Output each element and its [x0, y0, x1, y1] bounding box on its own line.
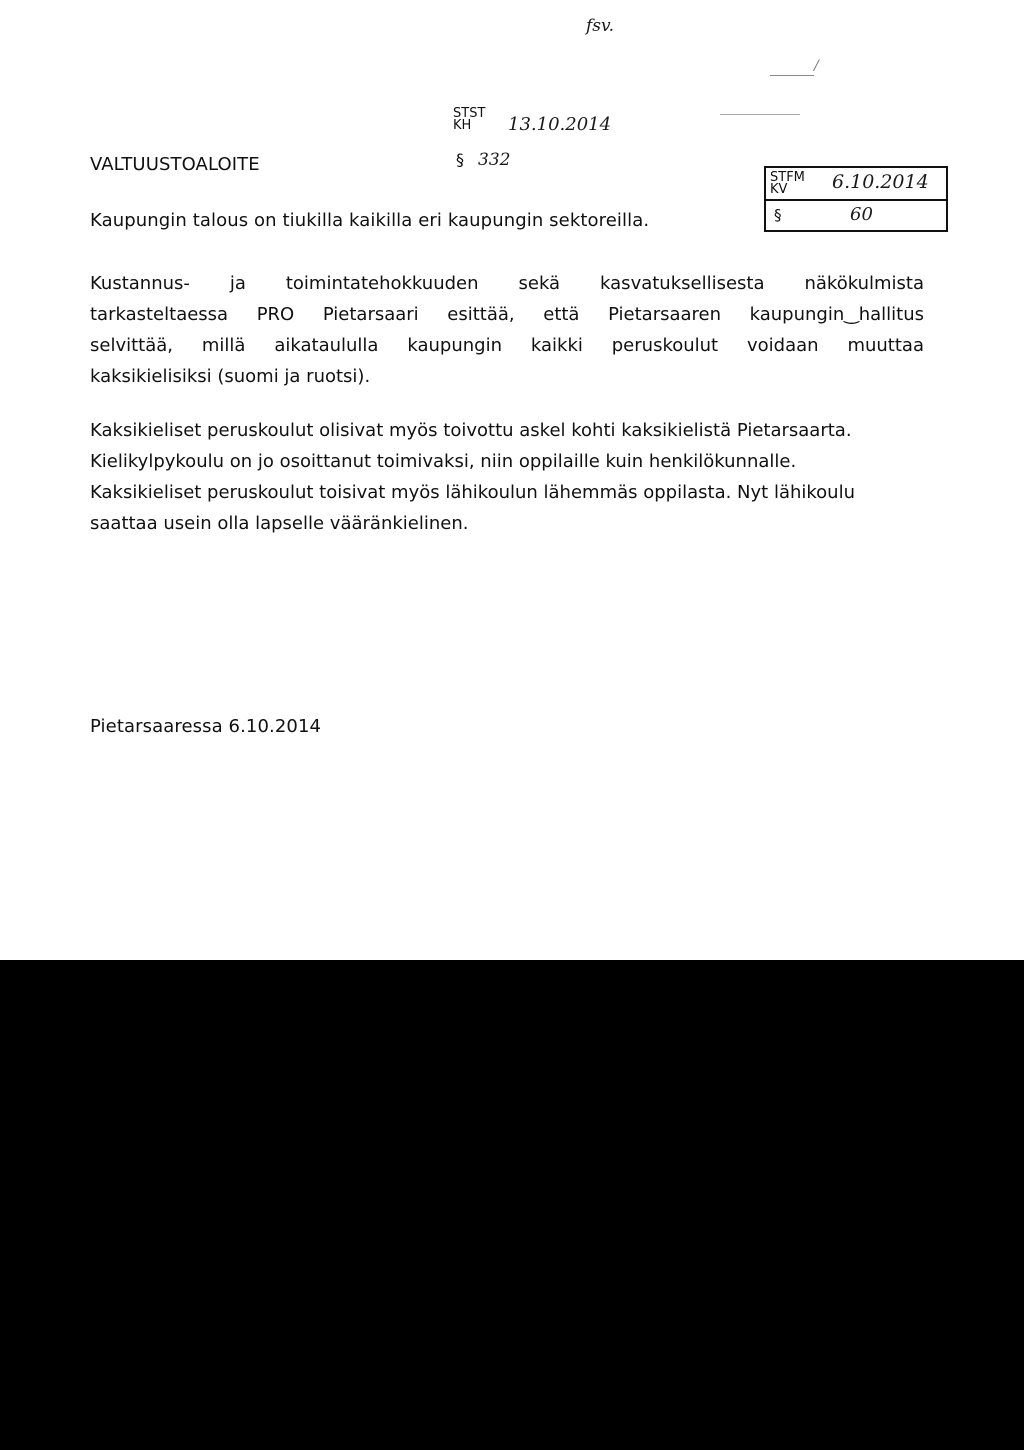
document-heading: VALTUUSTOALOITE	[90, 154, 260, 175]
stamp-kv-box	[764, 166, 948, 232]
stamp-kv-section: 60	[850, 204, 873, 225]
paragraph-2	[90, 415, 924, 539]
stamp-kh-section-sign: §	[456, 150, 464, 169]
stamp-kh-date: 13.10.2014	[508, 114, 612, 135]
stamp-kv-date: 6.10.2014	[832, 171, 929, 193]
paragraph-2-line: saattaa usein olla lapselle vääränkielinen.	[90, 513, 469, 534]
place-date: Pietarsaaressa 6.10.2014	[90, 716, 322, 737]
stamp-kh-label	[453, 108, 485, 132]
stamp-kv-divider	[766, 199, 946, 201]
paragraph-1	[90, 268, 924, 392]
stamp-kv-label-bottom: KV	[770, 182, 788, 197]
stamp-kv-section-sign: §	[774, 206, 782, 224]
faint-line	[720, 114, 800, 115]
paragraph-2-line: Kielikylpykoulu on jo osoittanut toimivaksi, niin oppilaille kuin henkilökunnalle.	[90, 451, 797, 472]
faint-mark: /	[814, 58, 819, 74]
intro-text: Kaupungin talous on tiukilla kaikilla eri kaupungin sektoreilla.	[90, 210, 650, 231]
handwritten-note: fsv.	[586, 16, 615, 36]
stamp-kh-label-top: STST	[453, 106, 486, 121]
paragraph-1-line: selvittää, millä aikataululla kaupungin kaikki peruskoulut voidaan muuttaa	[90, 335, 924, 356]
paragraph-2-line: Kaksikieliset peruskoulut olisivat myös toivottu askel kohti kaksikielistä Pietarsaarta.	[90, 420, 852, 441]
redaction-block	[0, 960, 1024, 1450]
paragraph-2-line: Kaksikieliset peruskoulut toisivat myös lähikoulun lähemmäs oppilasta. Nyt lähikoulu	[90, 482, 855, 503]
paragraph-1-line: tarkasteltaessa PRO Pietarsaari esittää, että Pietarsaaren kaupungin‿hallitus	[90, 304, 924, 325]
paragraph-1-line: kaksikielisiksi (suomi ja ruotsi).	[90, 366, 371, 387]
stamp-kv-label-top: STFM	[770, 170, 805, 185]
paragraph-1-line: Kustannus- ja toimintatehokkuuden sekä kasvatuksellisesta näkökulmista	[90, 273, 924, 294]
faint-line	[770, 75, 814, 76]
stamp-kv-label	[770, 172, 805, 196]
stamp-kh-section: 332	[478, 150, 511, 170]
stamp-kh-label-bottom: KH	[453, 118, 472, 133]
